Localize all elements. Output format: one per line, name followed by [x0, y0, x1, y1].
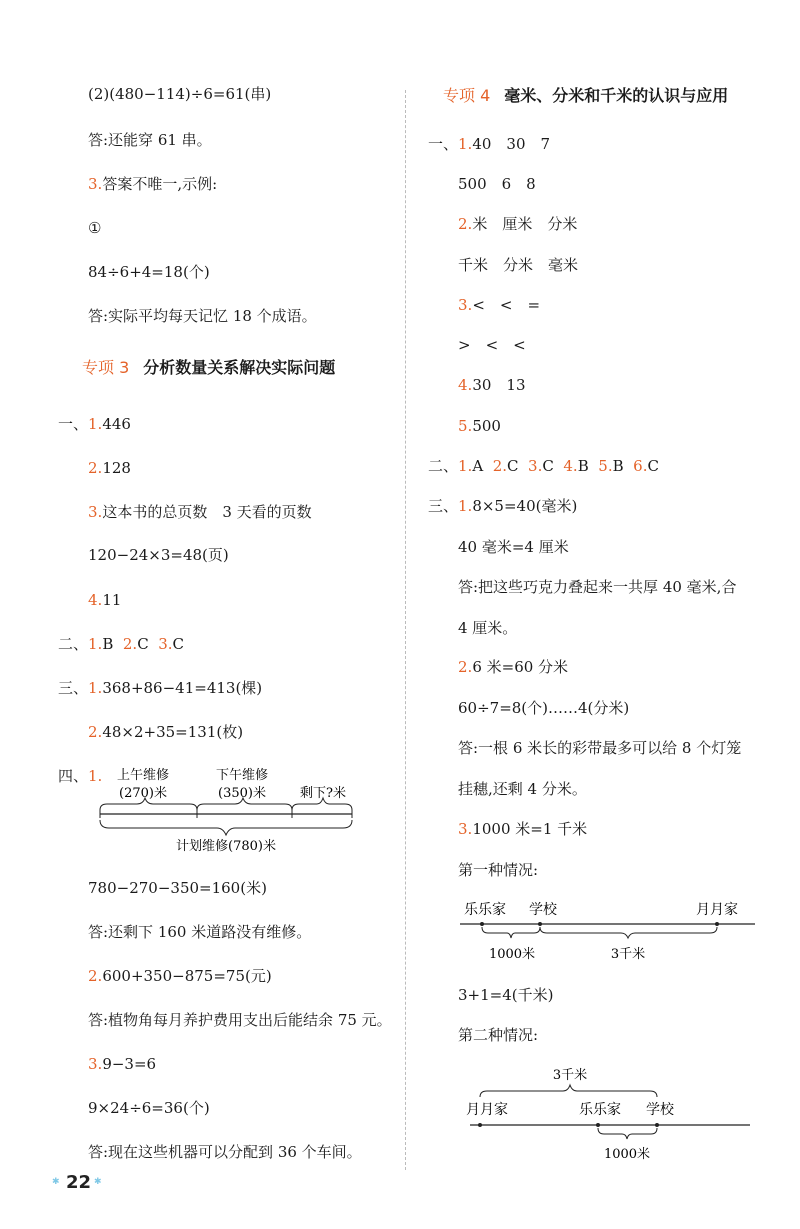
answer-line: 答:还能穿 61 串。 [88, 131, 212, 149]
item-number: 2. [492, 457, 508, 475]
item-number: 1. [88, 635, 103, 653]
part-heading: 三、 [58, 679, 89, 697]
point-school [655, 1123, 659, 1127]
answer-line [458, 657, 568, 677]
place-school: 学校 [529, 902, 557, 918]
answer-line [88, 966, 272, 986]
answer-line [458, 416, 501, 436]
answer-line [458, 134, 550, 154]
answer-line [88, 458, 131, 478]
answer-line: 3+1=4(千米) [458, 986, 554, 1004]
item-text: 11 [102, 591, 122, 609]
answer-line: 84÷6+4=18(个) [88, 263, 210, 281]
section-title: 毫米、分米和千米的认识与应用 [504, 86, 729, 105]
item-number: 4. [563, 457, 578, 475]
place-yueyue-home: 月月家 [466, 1102, 508, 1118]
point-school [538, 922, 542, 926]
answer-line [88, 722, 243, 742]
item-number: 3. [458, 296, 473, 314]
decor-star-icon: ✱ [52, 1177, 60, 1187]
item-number: 2. [458, 215, 473, 233]
item-text: 米 厘米 分米 [472, 215, 578, 233]
part-heading: 三、 [428, 497, 459, 515]
distance-1000m: 1000米 [488, 947, 536, 962]
answer-line: 60÷7=8(个)……4(分米) [458, 699, 630, 717]
item-number: 6. [633, 457, 648, 475]
answer-line: > < < [458, 336, 526, 354]
section-label: 专项 3 [82, 358, 130, 377]
brace-3km [480, 1085, 657, 1097]
item-number: 3. [88, 175, 103, 193]
item-number: 2. [88, 723, 103, 741]
answer-line: 第一种情况: [458, 861, 539, 879]
answer-line [458, 375, 526, 395]
distance-3km: 3千米 [610, 947, 646, 962]
item-text: B [577, 457, 589, 475]
distance-1000m: 1000米 [603, 1147, 651, 1162]
item-number: 5. [598, 457, 613, 475]
item-text: 这本书的总页数 3 天看的页数 [102, 503, 312, 521]
page-number: 22 [66, 1172, 92, 1193]
answer-line: 答:实际平均每天记忆 18 个成语。 [88, 307, 317, 325]
item-text: 40 30 7 [472, 135, 551, 153]
brace-3km [540, 927, 717, 938]
item-number: 2. [458, 658, 473, 676]
total-label: 计划维修(780)米 [176, 839, 276, 854]
answer-line: 挂穗,还剩 4 分米。 [458, 780, 587, 798]
item-text: 600+350−875=75(元) [102, 967, 272, 985]
item-text: 48×2+35=131(枚) [102, 723, 244, 741]
answer-line: 千米 分米 毫米 [458, 256, 579, 274]
section-heading [82, 358, 335, 378]
item-number: 5. [458, 417, 473, 435]
place-lele-home: 乐乐家 [579, 1102, 621, 1118]
answer-line: 4 厘米。 [458, 619, 518, 637]
answer-line: 答:一根 6 米长的彩带最多可以给 8 个灯笼 [458, 739, 742, 757]
brace-1000m [598, 1128, 657, 1139]
answer-line: (2)(480−114)÷6=61(串) [88, 85, 272, 103]
item-number: 3. [528, 457, 543, 475]
answer-line [458, 819, 587, 839]
item-text: 1000 米=1 千米 [472, 820, 588, 838]
item-text: A [472, 457, 484, 475]
answer-line [88, 502, 312, 522]
part-heading: 一、 [58, 415, 89, 433]
column-divider [405, 90, 406, 1170]
distance-diagram-1 [455, 896, 765, 968]
answer-line [88, 414, 131, 434]
answer-line: 40 毫米=4 厘米 [458, 538, 569, 556]
section-label: 专项 4 [443, 86, 491, 105]
decor-star-icon: ✱ [94, 1177, 102, 1187]
answer-line: 答:现在这些机器可以分配到 36 个车间。 [88, 1143, 362, 1161]
item-text: 368+86−41=413(棵) [102, 679, 263, 697]
point-lele-home [596, 1123, 600, 1127]
item-number: 1. [88, 415, 103, 433]
item-text: 6 米=60 分米 [472, 658, 569, 676]
distance-diagram-2 [460, 1062, 760, 1167]
part-heading: 一、 [428, 135, 459, 153]
answer-line: 第二种情况: [458, 1026, 539, 1044]
place-yueyue-home: 月月家 [696, 902, 738, 918]
answer-line [88, 678, 262, 698]
part-heading: 二、 [428, 457, 459, 475]
item-number-text: 1. [88, 767, 103, 785]
point-yueyue-home [478, 1123, 482, 1127]
section-title: 分析数量关系解决实际问题 [143, 358, 336, 377]
item-text: 128 [102, 459, 131, 477]
item-text: C [647, 457, 659, 475]
pm-label: 下午维修 [215, 768, 269, 783]
rest-label: 剩下?米 [300, 786, 346, 801]
point-yueyue-home [715, 922, 719, 926]
answer-line [88, 634, 184, 654]
item-number: 3. [88, 503, 103, 521]
point-lele-home [480, 922, 484, 926]
item-text: C [542, 457, 554, 475]
answer-line: 答:把这些巧克力叠起来一共厚 40 毫米,合 [458, 578, 737, 596]
answer-line: 780−270−350=160(米) [88, 879, 267, 897]
item-text: 500 [472, 417, 501, 435]
item-text: B [612, 457, 624, 475]
item-number: 2. [122, 635, 138, 653]
answer-line: 500 6 8 [458, 175, 536, 193]
answer-line: 答:植物角每月养护费用支出后能结余 75 元。 [88, 1011, 392, 1029]
item-number: 3. [158, 635, 173, 653]
answer-line [88, 590, 121, 610]
item-text: C [507, 457, 519, 475]
part-heading: 四、 [58, 767, 89, 785]
am-label: 上午维修 [116, 768, 170, 783]
item-number: 4. [458, 376, 473, 394]
item-text: 9−3=6 [102, 1055, 157, 1073]
item-text: 答案不唯一,示例: [102, 175, 218, 193]
item-text: C [137, 635, 149, 653]
segment-diagram [95, 762, 365, 862]
part-heading: 二、 [58, 635, 89, 653]
section-heading [443, 86, 728, 106]
item-text: C [172, 635, 185, 653]
brace-1000m [482, 927, 540, 938]
item-text: 30 13 [472, 376, 526, 394]
answer-line [458, 496, 577, 516]
item-number: 2. [88, 459, 103, 477]
answer-line [458, 214, 577, 234]
item-text: 8×5=40(毫米) [472, 497, 578, 515]
answer-line [458, 456, 659, 476]
answer-line: 9×24÷6=36(个) [88, 1099, 210, 1117]
item-number: 2. [88, 967, 103, 985]
item-text: B [102, 635, 114, 653]
place-lele-home: 乐乐家 [464, 902, 506, 918]
brace-total [100, 820, 352, 835]
distance-3km: 3千米 [552, 1068, 588, 1083]
item-number: 3. [88, 1055, 103, 1073]
pm-value: (350)米 [218, 786, 266, 801]
item-number: 1. [458, 497, 473, 515]
answer-line: 答:还剩下 160 米道路没有维修。 [88, 923, 312, 941]
place-school: 学校 [646, 1102, 674, 1118]
answer-line [88, 174, 217, 194]
am-value: (270)米 [119, 786, 167, 801]
item-number: 4. [88, 591, 103, 609]
item-number: 1. [458, 135, 473, 153]
item-number: 3. [458, 820, 473, 838]
answer-line [88, 1054, 156, 1074]
item-number: 1. [88, 679, 103, 697]
answer-line: 120−24×3=48(页) [88, 546, 229, 564]
item-text: 446 [102, 415, 131, 433]
answer-line: ① [88, 219, 102, 237]
answer-line [458, 295, 540, 315]
item-text: < < = [472, 296, 541, 314]
item-number: 1. [458, 457, 473, 475]
